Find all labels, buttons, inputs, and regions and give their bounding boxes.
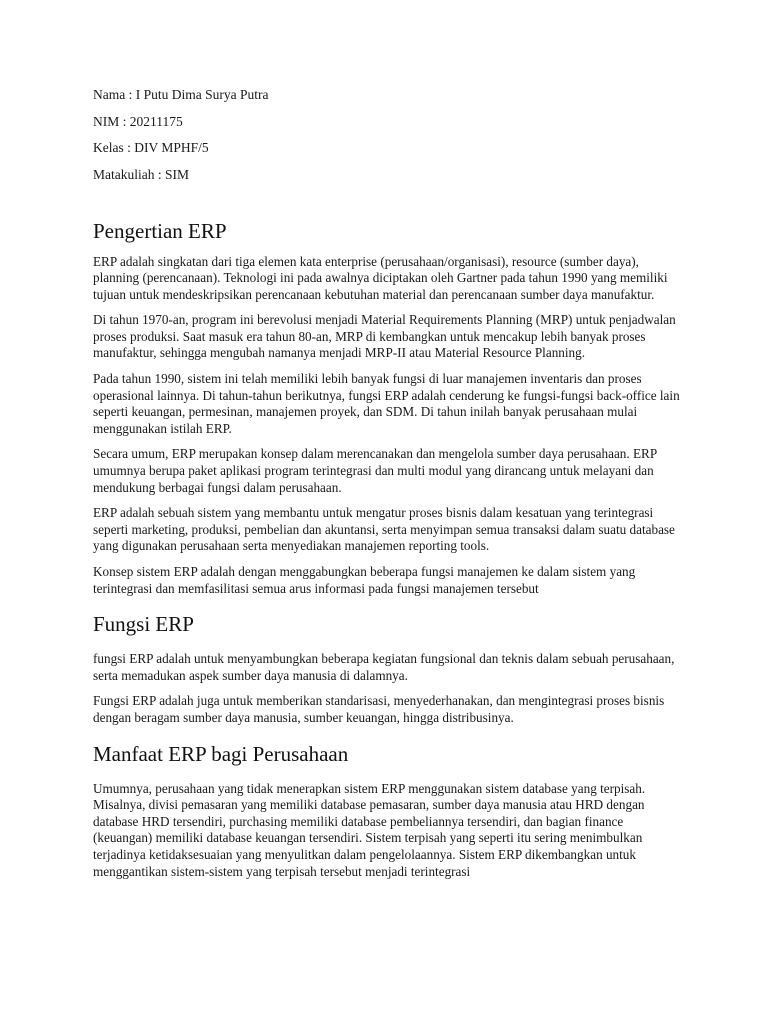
paragraph: Fungsi ERP adalah juga untuk memberikan standarisasi, menyederhanakan, dan mengintegrasi proses bisnis dengan beragam sumber daya manusia, sumber keuangan, hingga distribusinya. — [93, 693, 665, 725]
section-manfaat-erp — [93, 741, 683, 881]
paragraph: ERP adalah sebuah sistem yang membantu untuk mengatur proses bisnis dalam kesatuan yang terintegrasi seperti marketing, produksi, pembelian dan akuntansi, serta menyimpan semua transaksi dalam suatu database yang digunakan perusahaan serta menyediakan manajemen reporting tools. — [93, 505, 675, 554]
student-info — [93, 86, 683, 184]
paragraph: Umumnya, perusahaan yang tidak menerapkan sistem ERP menggunakan sistem database yang terpisah. Misalnya, divisi pemasaran yang memiliki database pemasaran, sumber daya manusia atau HRD dengan database HRD tersendiri, purchasing memiliki database pembeliannya tersendiri, dan bagian finance (keuangan) memiliki database keuangan tersendiri. Sistem terpisah yang seperti itu sering menimbulkan terjadinya ketidaksesuaian yang menyulitkan dalam pengelolaannya. Sistem ERP dikembangkan untuk menggantikan sistem-sistem yang terpisah tersebut menjadi terintegrasi — [93, 780, 646, 879]
student-name: Nama : I Putu Dima Surya Putra — [93, 87, 269, 102]
course-name: Matakuliah : SIM — [93, 166, 189, 182]
section-heading: Pengertian ERP — [93, 218, 227, 243]
paragraph: Di tahun 1970-an, program ini berevolusi menjadi Material Requirements Planning (MRP) untuk penjadwalan proses produksi. Saat masuk era tahun 80-an, MRP di kembangkan untuk mencakup lebih banyak proses manufaktur, sehingga mengubah namanya menjadi MRP-II atau Material Resource Planning. — [93, 312, 676, 361]
student-class: Kelas : DIV MPHF/5 — [93, 140, 209, 155]
document-page — [93, 86, 683, 894]
section-fungsi-erp — [93, 611, 683, 726]
paragraph: fungsi ERP adalah untuk menyambungkan beberapa kegiatan fungsional dan teknis dalam sebuah perusahaan, serta memadukan aspek sumber daya manusia di dalamnya. — [93, 651, 675, 683]
section-heading: Fungsi ERP — [93, 612, 194, 637]
section-pengertian-erp — [93, 218, 683, 598]
paragraph: Konsep sistem ERP adalah dengan menggabungkan beberapa fungsi manajemen ke dalam sistem yang terintegrasi dan memfasilitasi semua arus informasi pada fungsi manajemen tersebut — [93, 564, 636, 596]
paragraph: Pada tahun 1990, sistem ini telah memiliki lebih banyak fungsi di luar manajemen inventaris dan proses operasional lainnya. Di tahun-tahun berikutnya, fungsi ERP adalah cenderung ke fungsi-fungsi back-office lain seperti keuangan, permesinan, manajemen proyek, dan SDM. Di tahun inilah banyak perusahaan mulai menggunakan istilah ERP. — [93, 371, 680, 436]
paragraph: ERP adalah singkatan dari tiga elemen kata enterprise (perusahaan/organisasi), resource (sumber daya), planning (perencanaan). Teknologi ini pada awalnya diciptakan oleh Gartner pada tahun 1990 yang memiliki tujuan untuk mendeskripsikan perencanaan kebutuhan material dan perencanaan sumber daya manufaktur. — [93, 253, 668, 302]
student-nim: NIM : 20211175 — [93, 113, 183, 129]
section-heading: Manfaat ERP bagi Perusahaan — [93, 741, 349, 766]
paragraph: Secara umum, ERP merupakan konsep dalam merencanakan dan mengelola sumber daya perusahaan. ERP umumnya berupa paket aplikasi program terintegrasi dan multi modul yang dirancang untuk melayani dan mendukung berbagai fungsi dalam perusahaan. — [93, 446, 657, 495]
